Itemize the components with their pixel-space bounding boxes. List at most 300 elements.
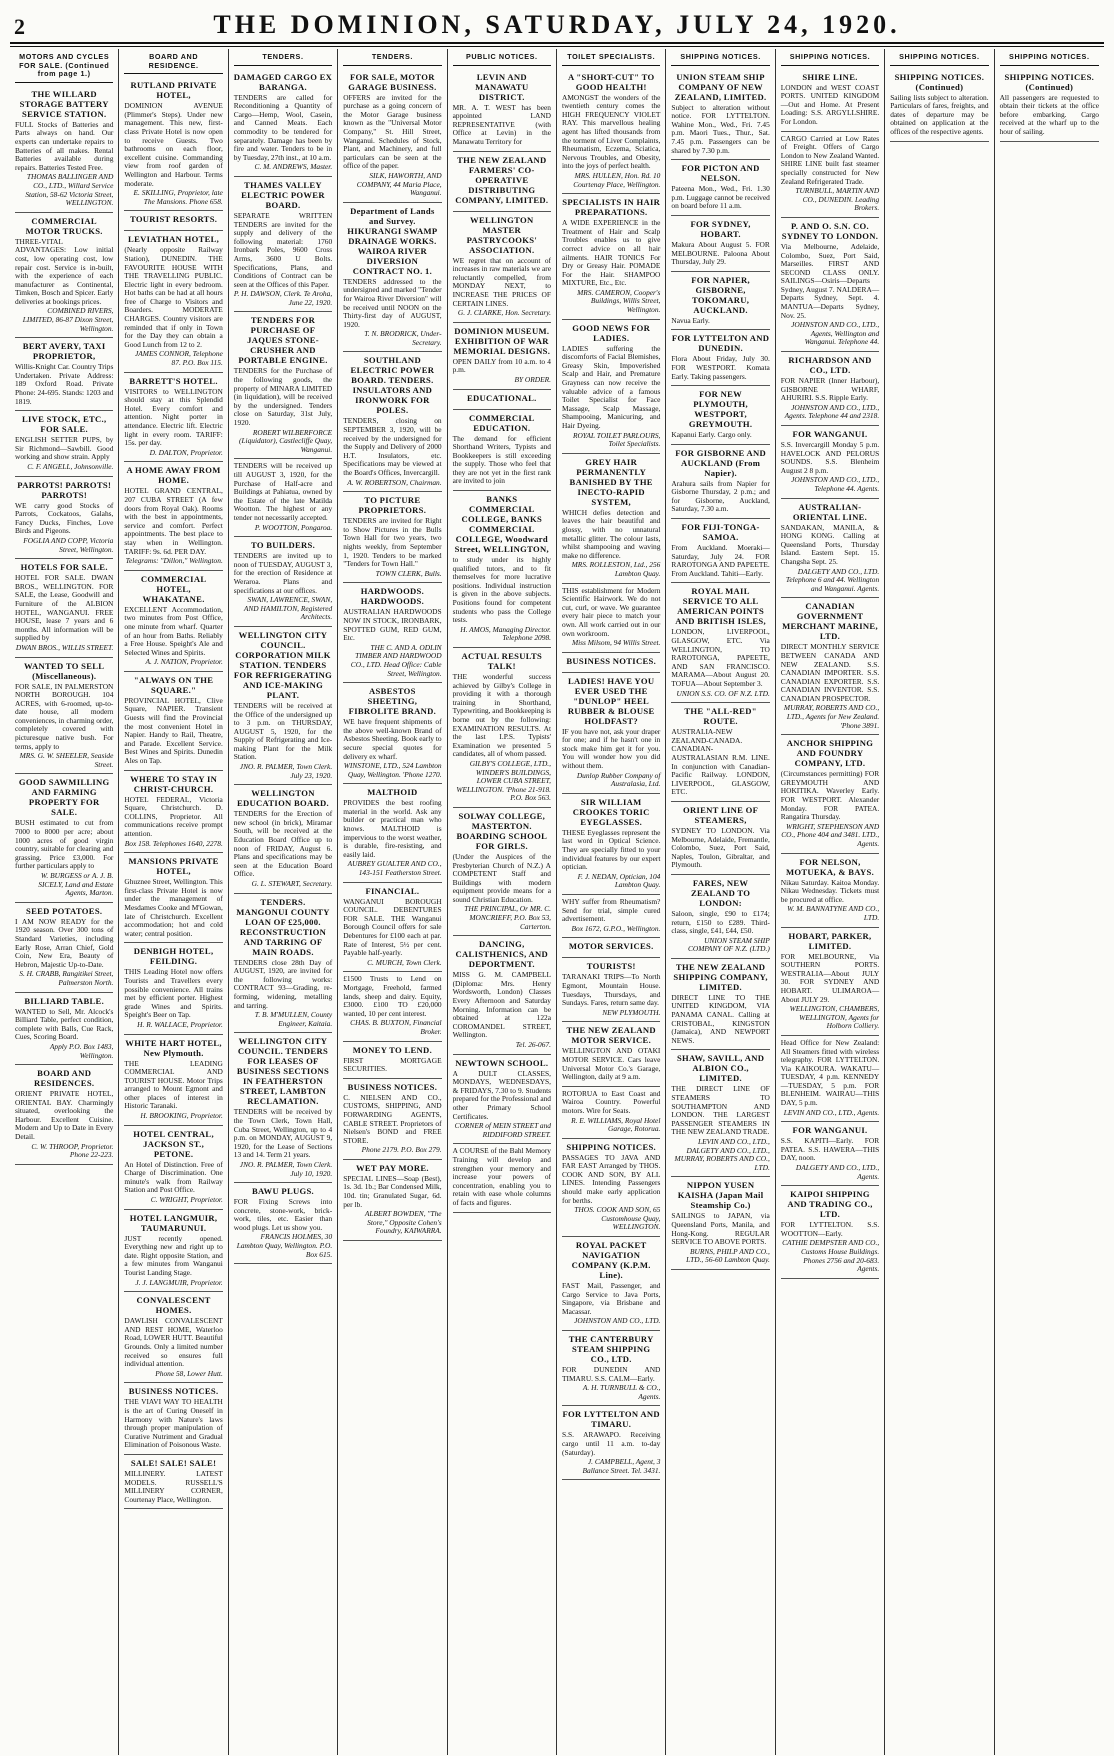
advertisement: [15, 1065, 113, 1165]
masthead: [10, 6, 1104, 44]
ad-body: PROVINCIAL HOTEL, Clive Square, NAPIER. Transient Guests will find the Provincial the most convenient Hotel in Napier. Handy to Rail, Theatre, and Parade. Excellent Service. Best Wines and Spirits. Dunedin Ales on Tap.: [124, 695, 223, 766]
ad-body: HOTEL GRAND CENTRAL, 207 CUBA STREET (A few doors from Royal Oak). Rooms with the best in appointments, service and comfort. Perfect appointments. The best place to stay when in Wellington. TARIFF: 9s. 6d. PER DAY.: [124, 486, 223, 556]
ad-title: FOR SYDNEY, HOBART.: [690, 218, 751, 239]
ad-title: TENDERS FOR PURCHASE OF JAQUES STONE-CRUSHER AND PORTABLE ENGINE.: [238, 315, 328, 366]
ad-title: NEWTOWN SCHOOL.: [455, 1057, 549, 1068]
ad-body: Arahura sails from Napier for Gisborne Thursday, 2 p.m.; and for Gisborne, Auckland, Saturday, 7.30 a.m.: [671, 478, 770, 514]
ad-title: FOR LYTTELTON AND DUNEDIN.: [671, 333, 770, 354]
ad-body: LONDON, LIVERPOOL, GLASGOW, ETC. Via WELLINGTON, TO RAROTONGA, PAPEETE, AND SAN FRANCISCO. MARAMA—About August 20. TOFUA—About September 3.: [671, 627, 770, 688]
advertisement: [124, 211, 222, 231]
ad-body: TARANAKI TRIPS—To North Egmont, Mountain House. Tuesdays, Thursdays, and Sundays. Fares, return same day.: [562, 972, 661, 1008]
ad-signature: C. F. ANGELL, Johnsonville.: [27, 462, 114, 471]
ad-title: DANCING, CALISTHENICS, AND DEPORTMENT.: [455, 939, 549, 970]
advertisement: [234, 894, 332, 1034]
advertisement: [15, 658, 113, 775]
column-heading: MOTORS AND CYCLES FOR SALE. (Continued from page 1.): [15, 51, 113, 83]
advertisement: [343, 683, 441, 784]
ad-signature: CORNER of MEIN STREET and RIDDIFORD STREET.: [454, 1121, 551, 1139]
ad-body: A COURSE of the Bahl Memory Training will develop and strengthen your memory and increase your powers of concentration, enabling you to retain with ease whole columns of facts and figures.: [452, 1146, 551, 1207]
advertisement: [343, 583, 441, 683]
ad-body: TENDERS, closing on SEPTEMBER 3, 1920, will be received by the undersigned for the Supply and Delivery of 2000 H.T. Insulators, etc. Specifications may be viewed at the Board's Offices, Invercargill.: [343, 416, 442, 478]
advertisement: [781, 598, 879, 735]
ad-body: WANTED to Sell, Mr. Alcock's Billiard Table, perfect condition, complete with Balls, Cue Rack, Cues, Scoring Board.: [15, 1006, 114, 1042]
ad-body: £1500 Trusts to Lend on Mortgage, Freehold, farmed lands, sheep and dairy. Equity, £3000. £100 TO £20,000 wanted, 10 per cent interest.: [343, 974, 442, 1018]
ad-title: SOUTHLAND ELECTRIC POWER BOARD. TENDERS. INSULATORS AND IRONWORK FOR POLES.: [350, 355, 435, 416]
page-number: 2: [14, 14, 25, 39]
advertisement: [781, 1122, 879, 1186]
advertisement: [453, 212, 551, 323]
ad-signature: ALBERT BOWDEN, "The Store," Opposite Cohen's Foundry, KAIWARRA.: [364, 1209, 442, 1236]
ad-title: WANTED TO SELL (Miscellaneous).: [24, 660, 105, 681]
ad-signature: FRANCIS HOLMES, 30 Lambton Quay, Wellington. P.O. Box 615.: [236, 1232, 333, 1259]
ad-body: C. NIELSEN AND CO., CUSTOMS, SHIPPING, AND FORWARDING AGENTS, CABLE STREET. Proprietors of Nielsen's BOND and FREE STORE.: [343, 1092, 442, 1145]
ad-title: BOARD AND RESIDENCES.: [34, 1068, 95, 1089]
ad-title: ASBESTOS SHEETING, FIBROLITE BRAND.: [348, 686, 437, 717]
ad-body: FOR DUNEDIN AND TIMARU. S.S. CALM—Early.: [562, 1365, 661, 1383]
ad-title: TO PICTURE PROPRIETORS.: [358, 495, 427, 516]
ad-body: Navua Early.: [671, 315, 710, 325]
advertisement: [453, 808, 551, 936]
ad-title: SALE! SALE! SALE!: [130, 1457, 217, 1468]
ad-signature: DALGETY AND CO., LTD., Agents.: [795, 1163, 880, 1181]
ad-signature: H. AMOS, Managing Director. Telephone 2098.: [460, 624, 551, 643]
advertisement: [671, 1050, 769, 1177]
advertisement: [234, 69, 332, 177]
ad-body: From Auckland. Moeraki—Saturday, July 24. FOR RAROTONGA AND PAPEETE. From Auckland. Tahiti—Early.: [671, 543, 770, 578]
ad-signature: ROBERT WILBERFORCE (Liquidator), Castlecliffe Quay, Wanganui.: [238, 427, 333, 454]
advertisement: [781, 735, 879, 853]
advertisement: [562, 1237, 660, 1331]
ad-signature: BY ORDER.: [514, 374, 551, 384]
advertisement: [124, 1292, 222, 1383]
ad-body: DAWLISH CONVALESCENT AND REST HOME, Waterloo Road, LOWER HUTT. Beautiful Grounds. Only a limited number received so ensures full individual attention.: [124, 1316, 223, 1369]
ad-signature: J. J. LANGMUIR, Proprietor.: [135, 1277, 223, 1287]
advertisement: [671, 445, 769, 519]
column-heading: TENDERS.: [343, 51, 441, 66]
advertisement: [124, 1455, 222, 1509]
advertisement: [453, 491, 551, 648]
ad-signature: H. BROOKING, Proprietor.: [140, 1111, 223, 1121]
advertisement: [671, 703, 769, 802]
ad-title: BANKS COMMERCIAL COLLEGE, BANKS COMMERCIAL COLLEGE, Woodward Street, WELLINGTON,: [454, 494, 549, 555]
ad-signature: WINSTONE, LTD., 524 Lambton Quay, Wellington. 'Phone 1270.: [343, 761, 442, 779]
advertisement: [15, 559, 113, 657]
advertisement: [124, 231, 222, 372]
ad-title: TOURIST RESORTS.: [129, 214, 218, 225]
ad-body: TENDERS will be received by the Town Clerk, Town Hall, Cuba Street, Wellington, up to 4 p.m. on MONDAY, AUGUST 9, 1920, for the Lease of Sections 13 and 14. Term 21 years.: [233, 1107, 333, 1160]
ad-signature: Tel. 26-067.: [515, 1040, 551, 1049]
column-8: [776, 49, 885, 1755]
ad-signature: C. M. ANDREWS, Master.: [254, 162, 333, 172]
ad-signature: CHAS. B. BUXTON, Financial Broker.: [350, 1018, 442, 1036]
ad-signature: F. J. NEDAN, Optician, 104 Lambton Quay.: [577, 871, 661, 890]
ad-body: THREE-VITAL ADVANTAGES: Low initial cost, low operating cost, low repair cost. Service is in-built, with the experience of each manufacturer as Continental, Timken, Bosch and Spicer. Early deliveries at bookings prices.: [15, 236, 114, 306]
ad-title: GOOD SAWMILLING AND FARMING PROPERTY FOR SALE.: [18, 777, 110, 818]
ad-body: THE DIRECT LINE OF STEAMERS TO SOUTHAMPTON AND LONDON. THE LARGEST PASSENGER STEAMERS IN THE NEW ZEALAND TRADE.: [671, 1084, 770, 1137]
ad-title: ROYAL PACKET NAVIGATION COMPANY (K.P.M. Line).: [571, 1240, 651, 1281]
ad-body: SYDNEY TO LONDON. Via Melbourne, Adelaide, Fremantle, Colombo, Suez, Port Said, Naples, Toulon, Gibraltar, and Plymouth.: [671, 825, 770, 870]
ad-signature: G. J. CLARKE, Hon. Secretary.: [457, 308, 551, 318]
column-heading: TENDERS.: [234, 51, 332, 66]
ad-signature: SWAN, LAWRENCE, SWAN, AND HAMILTON, Registered Architects.: [243, 595, 333, 622]
ad-body: Flora About Friday, July 30. FOR WESTPORT. Komata Early. Taking passengers.: [671, 354, 770, 381]
ad-title: SHIPPING NOTICES. (Continued): [894, 71, 985, 92]
advertisement: [671, 386, 769, 445]
advertisement: [124, 1126, 222, 1210]
ad-title: MOTOR SERVICES.: [568, 941, 654, 952]
ad-signature: C. WRIGHT, Proprietor.: [150, 1195, 223, 1205]
newspaper-title: THE DOMINION, SATURDAY, JULY 24, 1920.: [213, 10, 901, 39]
ad-title: TENDERS. MANGONUI COUNTY LOAN OF £25,000. RECONSTRUCTION AND TARRING OF MAIN ROADS.: [236, 896, 330, 957]
ad-title: FOR WANGANUI.: [792, 429, 868, 439]
ad-title: THAMES VALLEY ELECTRIC POWER BOARD.: [241, 179, 325, 210]
ad-body: DOMINION AVENUE (Plimmer's Steps). Under new management. This new, first-class Private Hotel is now open to receive Guests. Two bathrooms on each floor, excellent cuisine. Commanding view from roof garden of Wellington and Harbour. Terms moderate.: [124, 101, 223, 188]
ad-signature: J. CAMPBELL, Agent, 3 Ballance Street. Tel. 3431.: [582, 1457, 661, 1475]
ad-title: HOBART, PARKER, LIMITED.: [788, 930, 872, 951]
ad-signature: Miss Milsom, 94 Willis Street.: [571, 638, 661, 648]
ad-signature: DWAN BROS., WILLIS STREET.: [15, 642, 114, 652]
ad-body: MR. A. T. WEST has been appointed LAND REPRESENTATIVE (with Office at Levin) in the Manawatu Territory for: [452, 102, 551, 146]
ad-title: BUSINESS NOTICES.: [347, 1081, 438, 1092]
ad-signature: JOHNSTON AND CO., LTD., Agents. Telephone 44 and 2318.: [784, 402, 880, 421]
advertisement: [562, 1406, 660, 1480]
ad-title: GREY HAIR PERMANENTLY BANISHED BY THE INECTO-RAPID SYSTEM,: [569, 456, 653, 507]
ad-body: EXCELLENT Accommodation, two minutes from Post Office, one minute from wharf. Quarter of an hour from Baths. Reliably a Free House. Speight's Ale and Selected Wines and Spirits.: [124, 604, 223, 657]
advertisement: [781, 132, 879, 218]
ad-title: HOTEL LANGMUIR, TAUMARUNUI.: [129, 1212, 218, 1233]
column-2: [119, 49, 228, 1755]
ad-signature: MRS. ROLLESTON, Ltd., 256 Lambton Quay.: [571, 560, 661, 578]
ad-title: SOLWAY COLLEGE, MASTERTON. BOARDING SCHOOL FOR GIRLS.: [456, 810, 548, 851]
ad-body: SPECIAL LINES—Soap (Best), 1s. 3d. 1b.; Bar Condensed Milk, 10d. tin; Granulated Sugar, 6d. per lb.: [343, 1173, 442, 1209]
ad-body: JUST recently opened. Everything new and right up to date. Right opposite Station, and a few minutes from Wanganui Tourist Landing Stage.: [124, 1233, 223, 1277]
ad-signature: THE PRINCIPAL, Or MR. C. MONCRIEFF, P.O. Box 53, Carterton.: [464, 904, 551, 931]
column-heading: PUBLIC NOTICES.: [453, 51, 551, 66]
ad-signature: GILBY'S COLLEGE, LTD., WINDER'S BUILDINGS, LOWER CUBA STREET, WELLINGTON. 'Phone 21-918. P.O. Box 563.: [456, 758, 551, 803]
ad-title: SPECIALISTS IN HAIR PREPARATIONS.: [562, 197, 661, 218]
ad-title: GOOD NEWS FOR LADIES.: [572, 322, 651, 343]
advertisement: [781, 69, 879, 132]
ad-title: WELLINGTON EDUCATION BOARD.: [236, 788, 329, 809]
ad-signature: THE C. AND A. ODLIN TIMBER AND HARDWOOD CO., LTD. Head Office: Cable Street, Wellington.: [350, 642, 442, 678]
advertisement: [15, 993, 113, 1066]
advertisement: [15, 338, 113, 411]
advertisement: [124, 462, 222, 570]
ad-body: FOR NAPIER (Inner Harbour), GISBORNE WHARF, AHURIRI. S.S. Ripple Early.: [780, 376, 880, 403]
ad-body: THE wonderful success achieved by Gilby's College in providing it with a thorough training in Shorthand, Typewriting, and Bookkeeping is borne out by the following: EXAMINATION RESULTS. At the last I.P.S. Typists' Examination we presented 5 candidates, all of whom passed.: [452, 672, 552, 759]
ad-signature: A. W. ROBERTSON, Chairman.: [347, 477, 442, 487]
ad-signature: UNION STEAM SHIP COMPANY OF N.Z. (LTD.): [687, 935, 770, 954]
ad-title: WELLINGTON CITY COUNCIL. TENDERS FOR LEASES OF BUSINESS SECTIONS IN FEATHERSTON STREET, LAMBTON RECLAMATION.: [236, 1036, 330, 1107]
ad-signature: Telegrams: "Dillon," Wellington.: [125, 556, 223, 566]
advertisement: [234, 785, 332, 893]
ad-title: A "SHORT-CUT" TO GOOD HEALTH!: [567, 71, 655, 92]
ad-signature: UNION S.S. CO. OF N.Z. LTD.: [676, 688, 770, 698]
ad-signature: JAMES CONNOR, Telephone 87. P.O. Box 115.: [135, 349, 223, 368]
ad-body: FAST Mail, Passenger, and Cargo Service to Java Ports, Singapore, via Brisbane and Macassar.: [562, 1281, 661, 1316]
advertisement: [124, 771, 222, 854]
ad-body: ORIENT PRIVATE HOTEL, ORIENTAL BAY. Charmingly situated, overlooking the Harbour. Excellent Cuisine. Modern and Up to Date in Every Detail.: [15, 1089, 114, 1142]
ad-title: THE NEW ZEALAND FARMERS' CO-OPERATIVE DISTRIBUTING COMPANY, LIMITED.: [455, 154, 549, 205]
ad-title: TOURISTS!: [586, 961, 636, 972]
advertisement: [671, 1177, 769, 1270]
advertisement: [234, 459, 332, 537]
ad-signature: R. E. WILLIAMS, Royal Hotel Garage, Rotorua.: [571, 1115, 661, 1134]
advertisement: [453, 410, 551, 492]
advertisement: [15, 213, 113, 339]
ad-title: FARES, NEW ZEALAND TO LONDON:: [690, 877, 751, 908]
ad-body: DIRECT LINE TO THE UNITED KINGDOM, VIA PANAMA CANAL. Calling at CRISTOBAL, KINGSTON (Jamaica), AND NEWPORT NEWS.: [671, 992, 770, 1045]
ad-title: FOR PICTON AND NELSON.: [681, 163, 760, 184]
ad-signature: TOWN CLERK, Bulls.: [375, 568, 442, 578]
advertisement: [343, 352, 441, 492]
ad-signature: ROYAL TOILET PARLOURS, Toilet Specialists.: [572, 430, 661, 449]
ad-title: HOTELS FOR SALE.: [20, 562, 108, 573]
ad-signature: P. H. DAWSON, Clerk. Te Aroha, June 22, 1920.: [233, 289, 333, 307]
ad-title: SHIRE LINE.: [802, 71, 858, 82]
ad-body: WHY suffer from Rheumatism? Send for trial, simple cured advertisement.: [562, 897, 661, 924]
advertisement: [562, 454, 660, 584]
ad-signature: NEW PLYMOUTH.: [602, 1007, 661, 1017]
ad-title: BUSINESS NOTICES.: [128, 1386, 219, 1397]
ad-title: THE NEW ZEALAND SHIPPING COMPANY, LIMITED.: [673, 961, 768, 992]
ad-body: THESE Eyeglasses represent the last word in Optical Science. They are specially fitted to your individual features by our expert optician.: [562, 827, 661, 872]
advertisement: [124, 571, 222, 672]
ad-title: SEED POTATOES.: [26, 905, 103, 916]
column-heading: TOILET SPECIALISTS.: [562, 51, 660, 66]
ad-title: WELLINGTON MASTER PASTRYCOOKS' ASSOCIATION.: [466, 214, 538, 255]
ad-body: WELLINGTON AND OTAKI MOTOR SERVICE. Cars leave Universal Motor Co.'s Garage, Wellington, daily at 9 a.m.: [562, 1046, 661, 1082]
advertisement: [234, 177, 332, 313]
ad-title: DENBIGH HOTEL, FEILDING.: [133, 946, 214, 967]
advertisement: [234, 312, 332, 459]
advertisement: [453, 152, 551, 212]
ad-title: BAWU PLUGS.: [251, 1186, 315, 1197]
ad-body: FOR LYTTELTON. S.S. WOOTTON—Early.: [780, 1220, 880, 1238]
ad-title: BERT AVERY, TAXI PROPRIETOR,: [22, 341, 106, 362]
advertisement: [343, 1079, 441, 1160]
advertisement: [234, 1183, 332, 1264]
ad-body: (Nearly opposite Railway Station), DUNEDIN. THE FAVOURITE HOUSE WITH THE TRAVELLING PUBLIC. Electric light in every bedroom. Hot baths can be had at all hours free of Charge to Visitors and Boarders. MODERATE CHARGES. Country visitors are reminded that if only in Town for the Day they can obtain a Good Lunch from 12 to 2.: [124, 245, 223, 349]
ad-signature: COMBINED RIVERS, LIMITED, 86-87 Dixon Street, Wellington.: [22, 306, 114, 333]
ad-title: CONVALESCENT HOMES.: [136, 1295, 211, 1316]
ad-title: FOR NELSON, MOTUEKA, & BAYS.: [785, 856, 875, 877]
ad-body: SEPARATE WRITTEN TENDERS are invited for the supply and delivery of the following material: 1760 Ironbark Poles, 9600 Cross Arms, 3600 U Bolts. Specifications, Plans, and Conditions of Contract can be seen at the Offices of this Paper.: [233, 210, 333, 289]
ad-signature: A. J. NATION, Proprietor.: [145, 657, 223, 667]
ad-title: KAIPOI SHIPPING AND TRADING CO., LTD.: [787, 1189, 873, 1220]
advertisement: [781, 352, 879, 426]
ad-body: IF you have not, ask your draper for one; and if he hasn't one in stock make him get it for you. You will wonder how you did without them.: [562, 726, 661, 771]
ad-title: FOR GISBORNE AND AUCKLAND (From Napier).: [675, 447, 766, 478]
ad-body: MILLINERY. LATEST MODELS. RUSSELL'S MILLINERY CORNER, Courtenay Place, Wellington.: [124, 1468, 223, 1504]
advertisement: [343, 784, 441, 882]
ad-title: PARROTS! PARROTS! PARROTS!: [17, 479, 112, 500]
advertisement: [343, 883, 441, 973]
advertisement: [671, 272, 769, 331]
column-heading: SHIPPING NOTICES.: [671, 51, 769, 66]
ad-body: S.S. ARAWAPO. Receiving cargo until 11 a.m. to-day (Saturday).: [562, 1430, 661, 1457]
ad-body: WANGANUI BOROUGH COUNCIL. DEBENTURES FOR SALE. THE Wanganui Borough Council offers for sale Debentures for £100 each at par. Rate of Interest, 5½ per cent. Payable half-yearly.: [343, 896, 442, 958]
advertisement: [781, 854, 879, 928]
ad-body: I AM NOW READY for the 1920 season. Over 300 tons of Standard Varieties, including Early Rose, Arran Chief, Gold Coin, New Era, Beauty of Hebron, Majestic Up-to-Date.: [15, 916, 114, 969]
ad-body: ROTORUA to East Coast and Wairoa Country. Powerful motors. Wire for Seats.: [562, 1088, 661, 1115]
column-4: [338, 49, 447, 1755]
advertisement: [562, 1087, 660, 1139]
ad-signature: Phone 2179. P.O. Box 279.: [361, 1145, 442, 1155]
advertisement: [890, 69, 988, 142]
advertisement: [671, 216, 769, 272]
advertisement: [343, 492, 441, 583]
advertisement: [671, 69, 769, 161]
ad-title: THE WILLARD STORAGE BATTERY SERVICE STATION.: [19, 88, 109, 119]
ad-signature: W. M. BANNATYNE AND CO., LTD.: [787, 904, 880, 922]
column-heading: BOARD AND RESIDENCE.: [124, 51, 222, 74]
ad-signature: S. H. CRABB, Rangitikei Street, Palmerston North.: [19, 969, 114, 987]
ad-signature: G. L. STEWART, Secretary.: [251, 879, 333, 888]
ad-body: TENDERS for the Erection of new school (in brick), Miramar South, will be received at the Education Board Office up to noon of FRIDAY, August 6. Plans and specifications may be seen at the Education Board Office.: [233, 809, 333, 879]
advertisement: [124, 1035, 222, 1126]
ad-title: WELLINGTON CITY COUNCIL. CORPORATION MILK STATION. TENDERS FOR REFRIGERATING AND ICE-MAKING PLANT.: [233, 629, 333, 700]
ad-signature: WRIGHT, STEPHENSON AND CO., Phone 404 and 3481. LTD., Agents.: [781, 821, 880, 848]
ad-body: DIRECT MONTHLY SERVICE BETWEEN CANADA AND NEW ZEALAND. S.S. CANADIAN IMPORTER. S.S. CANADIAN EXPORTER. S.S. CANADIAN INVENTOR. S.S. CANADIAN PROSPECTOR.: [780, 642, 880, 703]
ad-body: S.S. KAPITI—Early. FOR PATEA. S.S. HAWERA—THIS DAY, noon.: [780, 1136, 880, 1163]
ad-title: SHAW, SAVILL, AND ALBION CO., LIMITED.: [676, 1053, 765, 1084]
column-heading: SHIPPING NOTICES.: [781, 51, 879, 66]
advertisement: [453, 323, 551, 390]
ad-body: S.S. Invercargill Monday 5 p.m. HAVELOCK AND PELORUS SOUNDS. S.S. Blenheim August 2 8 p.m.: [780, 440, 880, 475]
advertisement: [453, 1144, 551, 1212]
ad-title: P. AND O. S.N. CO. SYDNEY TO LONDON.: [781, 220, 879, 241]
advertisement: [562, 584, 660, 653]
advertisement: [234, 537, 332, 627]
advertisement: [781, 1036, 879, 1122]
advertisement: [781, 426, 879, 499]
advertisement: [343, 1042, 441, 1079]
column-10: [995, 49, 1104, 1755]
advertisement: [781, 928, 879, 1036]
ad-title: MALTHOID: [367, 787, 418, 798]
ad-title: "ALWAYS ON THE SQUARE.": [133, 674, 214, 695]
advertisement: [343, 203, 441, 353]
ad-signature: Phone 58, Lower Hutt.: [155, 1368, 223, 1378]
ad-signature: D. DALTON, Proprietor.: [149, 447, 223, 457]
ad-signature: Box 158. Telephones 1640, 2278.: [124, 838, 223, 848]
ad-title: COMMERCIAL EDUCATION.: [469, 412, 535, 433]
ad-signature: JOHNSTON AND CO., LTD.: [574, 1316, 661, 1326]
ad-title: NIPPON YUSEN KAISHA (Japan Mail Steamship Co.): [677, 1180, 764, 1211]
ad-body: Pateena Mon., Wed., Fri. 1.30 p.m. Luggage cannot be received on board before 11 a.m.: [671, 184, 770, 211]
ad-body: Makura About August 5. FOR MELBOURNE. Paloona About Thursday, July 29.: [671, 239, 770, 267]
advertisement: [562, 320, 660, 454]
ad-title: TO BUILDERS.: [250, 540, 316, 551]
ad-body: FIRST MORTGAGE SECURITIES.: [343, 1055, 442, 1074]
advertisement: [562, 1139, 660, 1237]
ad-body: PROVIDES the best roofing material in the world. Ask any builder or practical man who knows. MALTHOID is impervious to the worst weather, is durable, fire-resisting, and easily laid.: [343, 798, 442, 859]
ad-body: FULL Stocks of Batteries and Parts always on hand. Our experts can undertake repairs to Batteries of all makes. Rental Batteries available during repairs. Batteries Tested Free.: [15, 119, 114, 172]
advertisement: [562, 895, 660, 938]
advertisement: [671, 959, 769, 1051]
ad-body: CARGO Carried at Low Rates of Freight. Offers of Cargo London to New Zealand Wanted. SHIRE LINE built fast steamer specially constructed for New Zealand Refrigerated Trade.: [780, 133, 880, 186]
ad-body: WE have frequent shipments of the above well-known Brand of Asbestos Sheeting. Book early to secure special quotes for delivery ex wharf.: [343, 717, 442, 761]
ad-signature: H. R. WALLACE, Proprietor.: [137, 1019, 223, 1029]
ad-body: WE carry good Stocks of Parrots, Cockatoos, Galahs, Fancy Ducks, Finches, Love Birds and Pigeons.: [15, 500, 114, 536]
ad-body: Willis-Knight Car. Country Trips Undertaken. Private Address: 189 Oxford Road. Private Phone: 24-695. Stands: 1203 and 1819.: [15, 362, 114, 406]
ad-title: ACTUAL RESULTS TALK!: [461, 651, 543, 671]
ad-body: LADIES suffering the discomforts of Facial Blemishes, Greasy Skin, Impoverished Scalp and Hair, and Premature Grayness can now receive the valuable advice of a famous Toilet Specialist for Face Massage, Scalp Massage, Shampooing, Manicuring, and Hair Dyeing.: [562, 343, 661, 430]
ad-title: Department of Lands and Survey. HIKURANGI SWAMP DRAINAGE WORKS. WAIROA RIVER DIVERSION CONTRACT NO. 1.: [347, 205, 438, 276]
advertisement: [124, 1210, 222, 1293]
ad-title: THE NEW ZEALAND MOTOR SERVICE.: [566, 1025, 656, 1046]
ad-body: LONDON and WEST COAST PORTS. UNITED KINGDOM—Out and Home. At Present Loading: S.S. ARGYLLSHIRE. For London.: [780, 82, 880, 126]
advertisement: [234, 627, 332, 785]
ad-body: to study under its highly qualified tutors, and to fit themselves for more lucrative positions. Individual instruction is given in the above subjects. Positions found for competent students who pass the College tests.: [452, 555, 551, 625]
ad-title: SIR WILLIAM CROOKES TORIC EYEGLASSES.: [572, 796, 650, 827]
advertisement: [1000, 69, 1099, 142]
ad-body: AUSTRALIAN HARDWOODS NOW IN STOCK, IRONBARK, SPOTTED GUM, RED GUM, Etc.: [343, 607, 442, 643]
ad-title: LIVE STOCK, ETC., FOR SALE.: [21, 414, 107, 435]
masthead-rule: [10, 46, 1104, 47]
advertisement: [343, 69, 441, 203]
ad-signature: DALGETY AND CO., LTD. Telephone 6 and 44. Wellington and Wanganui. Agents.: [785, 566, 880, 593]
ad-signature: FOGLIA AND COPP, Victoria Street, Wellington.: [23, 535, 114, 554]
ad-body: Ghuznee Street, Wellington. This first-class Private Hotel is now under the management of Mesdames Cooke and M'Gowan, late of Christchurch. Excellent accommodation; hot and cold water; central position.: [124, 877, 223, 938]
ad-signature: W. BURGESS or A. J. B. SICELY, Land and Estate Agents, Marton.: [38, 871, 114, 898]
ad-signature: C. W. THROOP, Proprietor. Phone 22-223.: [31, 1141, 114, 1160]
advertisement: [781, 218, 879, 352]
ad-body: An Hotel of Distinction. Free of Charge of Discrimination. One minute's walk from Railway Station and Post Office.: [124, 1159, 223, 1195]
advertisement: [671, 583, 769, 703]
ad-body: TENDERS will be received at the Office of the undersigned up to 3 p.m. on THURSDAY, AUGUST 5, 1920, for the Supply of Refrigerating and Ice-making Plant for the Milk Station.: [233, 700, 333, 762]
ad-body: WE regret that on account of increases in raw materials we are reluctantly compelled, from MONDAY NEXT, to INCREASE THE PRICES OF CERTAIN LINES.: [452, 255, 551, 308]
ad-body: WHICH defies detection and leaves the hair beautiful and glossy, with no unnatural metallic glitter. The colour lasts, whilst shampooing and waving make no difference.: [562, 507, 661, 560]
advertisement: [671, 875, 769, 959]
ad-title: BUSINESS NOTICES.: [566, 655, 657, 666]
ad-title: RICHARDSON AND CO., LTD.: [788, 355, 872, 376]
ad-signature: T. N. BRODRICK, Under-Secretary.: [364, 329, 442, 347]
ad-body: TENDERS are invited for Right to Show Pictures in the Bulls Town Hall for two years, two nights weekly, from September 1, 1920. Tenders to be marked "Tenders for Town Hall.": [343, 516, 442, 569]
ad-body: Kapanui Early. Cargo only.: [671, 430, 752, 440]
ad-title: BARRETT'S HOTEL.: [129, 375, 218, 386]
ad-signature: MRS. HULLEN, Hon. Rd. 10 Courtenay Place, Wellington.: [573, 170, 661, 189]
advertisement: [671, 330, 769, 386]
ad-body: A DULT CLASSES, MONDAYS, WEDNESDAYS, & FRIDAYS, 7.30 to 9. Students prepared for the Professional and other Primary School Certificates.: [452, 1068, 551, 1121]
ad-body: TENDERS are invited up to noon of TUESDAY, AUGUST 3, for the erection of Residence at Weraroa. Plans and specifications at our offices.: [233, 551, 333, 595]
ad-signature: LEVIN AND CO., LTD., DALGETY AND CO., LTD., MURRAY, ROBERTS AND CO., LTD.: [674, 1137, 770, 1172]
advertisement: [453, 1055, 551, 1145]
ad-body: The demand for efficient Shorthand Writers, Typists and Bookkeepers is still exceeding the supply. Those who feel that they are not yet in the first rank are invited to join: [452, 433, 551, 486]
ad-body: SANDAKAN, MANILA, & HONG KONG. Calling at Queensland Ports, Thursday Island. Eastern Sept. 15. Changsha Sept. 25.: [780, 522, 880, 566]
column-6: [557, 49, 666, 1755]
ad-body: Subject to alteration without notice. FOR LYTTELTON. Wahine Mon., Wed., Fri. 7.45 p.m. Maori Tues., Thur., Sat. 7.45 p.m. Passengers can be shared by 7.30 p.m.: [671, 102, 770, 155]
ad-signature: MURRAY, ROBERTS AND CO., LTD., Agents for New Zealand. 'Phone 3891.: [783, 703, 880, 730]
ad-title: LEVIATHAN HOTEL,: [128, 234, 220, 245]
ad-body: (Circumstances permitting) FOR GREYMOUTH AND HOKITIKA. Waverley Early. FOR WESTPORT. Alexander Monday. FOR PATEA. Rangatira Thursday.: [780, 769, 880, 822]
ad-signature: CATHIE DEMPSTER AND CO., Customs House Buildings. Phones 2756 and 20-683. Agents.: [782, 1238, 880, 1274]
ad-body: AMONGST the wonders of the twentieth century comes the HIGH FREQUENCY VIOLET RAY. This marvellous healing agent has lifted thousands from the torment of Liver Complaints, Rheumatism, Eczema, Sciatica, Nervous Troubles, and Obesity, into the joys of perfect health.: [562, 92, 661, 171]
column-5: [448, 49, 557, 1755]
advertisement: [562, 938, 660, 958]
advertisement: [781, 499, 879, 599]
ad-title: A HOME AWAY FROM HOME.: [126, 465, 221, 486]
ad-signature: TURNBULL, MARTIN AND CO., DUNEDIN. Leading Brokers.: [795, 186, 880, 213]
ad-signature: E. SKILLING, Proprietor, late The Mansions. Phone 658.: [133, 188, 223, 206]
ad-signature: C. MURCH, Town Clerk.: [367, 957, 442, 967]
advertisement: [562, 69, 660, 195]
ad-body: MISS G. M. CAMPBELL (Diploma: Mrs. Henry Wordsworth, London) Classes Every Afternoon and Saturday Morning. Information can be obtained at 122a COROMANDEL STREET, Wellington.: [452, 970, 551, 1040]
advertisement: [671, 802, 769, 875]
ad-body: All passengers are requested to obtain their tickets at the office before embarking. Cargo received at the wharf up to the hour of sailing.: [999, 92, 1099, 136]
advertisement: [343, 1160, 441, 1241]
